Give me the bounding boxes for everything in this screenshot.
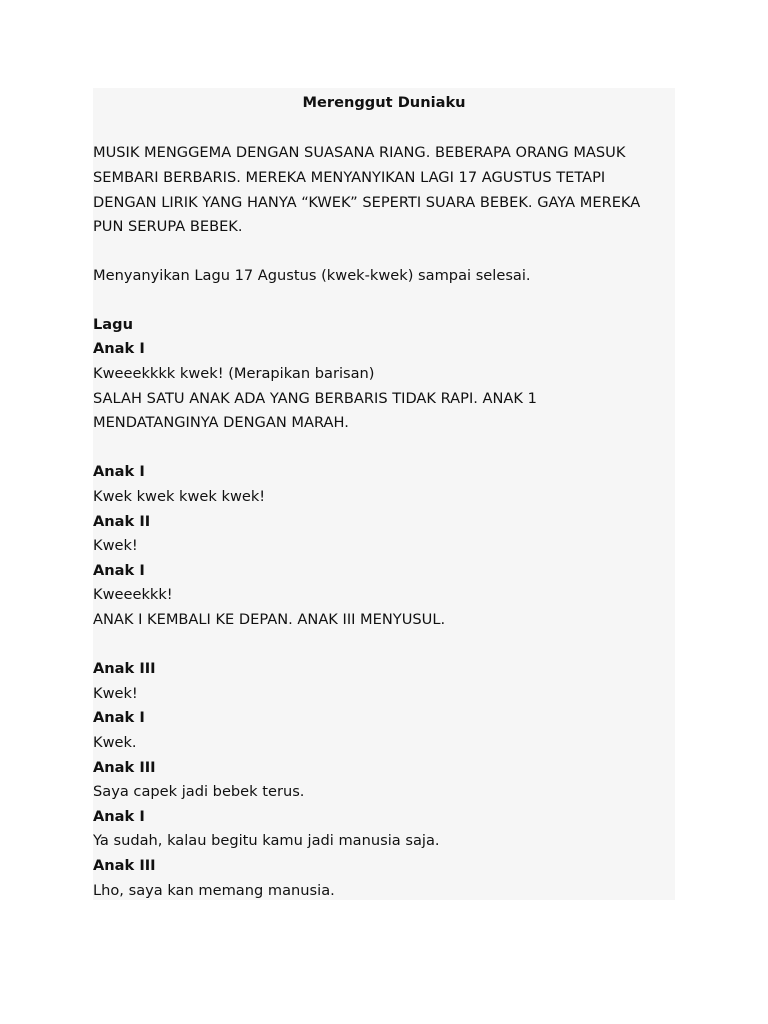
speaker-name: Anak I <box>93 340 145 357</box>
speaker-name: Anak I <box>93 709 145 726</box>
speaker-name: Anak I <box>93 463 145 480</box>
document-title: Merenggut Duniaku <box>302 94 466 111</box>
stage-direction-line: SALAH SATU ANAK ADA YANG BERBARIS TIDAK RAPI. ANAK 1 <box>93 390 537 407</box>
dialogue-line: Kwek! <box>93 537 138 554</box>
dialogue-line: Ya sudah, kalau begitu kamu jadi manusia saja. <box>93 832 440 849</box>
dialogue-line: Kwek kwek kwek kwek! <box>93 488 266 505</box>
dialogue-line: Kwek! <box>93 685 138 702</box>
speaker-name: Anak I <box>93 808 145 825</box>
speaker-name: Anak II <box>93 513 151 530</box>
dialogue-line: Kweeekkkk kwek! (Merapikan barisan) <box>93 365 375 382</box>
stage-direction-line: SEMBARI BERBARIS. MEREKA MENYANYIKAN LAGI 17 AGUSTUS TETAPI <box>93 169 606 186</box>
section-heading: Lagu <box>93 316 133 333</box>
speaker-name: Anak III <box>93 857 156 874</box>
stage-direction-line: PUN SERUPA BEBEK. <box>93 218 243 235</box>
speaker-name: Anak I <box>93 562 145 579</box>
dialogue-line: Lho, saya kan memang manusia. <box>93 882 335 899</box>
speaker-name: Anak III <box>93 759 156 776</box>
stage-direction-line: ANAK I KEMBALI KE DEPAN. ANAK III MENYUSUL. <box>93 611 446 628</box>
document-content <box>93 88 675 900</box>
speaker-name: Anak III <box>93 660 156 677</box>
dialogue-line: Kwek. <box>93 734 137 751</box>
dialogue-line: Saya capek jadi bebek terus. <box>93 783 305 800</box>
dialogue-line: Kweeekkk! <box>93 586 173 603</box>
stage-direction-line: MENDATANGINYA DENGAN MARAH. <box>93 414 349 431</box>
stage-direction-line: MUSIK MENGGEMA DENGAN SUASANA RIANG. BEBERAPA ORANG MASUK <box>93 144 626 161</box>
stage-direction-line: DENGAN LIRIK YANG HANYA “KWEK” SEPERTI SUARA BEBEK. GAYA MEREKA <box>93 194 641 211</box>
narration-line: Menyanyikan Lagu 17 Agustus (kwek-kwek) sampai selesai. <box>93 267 531 284</box>
